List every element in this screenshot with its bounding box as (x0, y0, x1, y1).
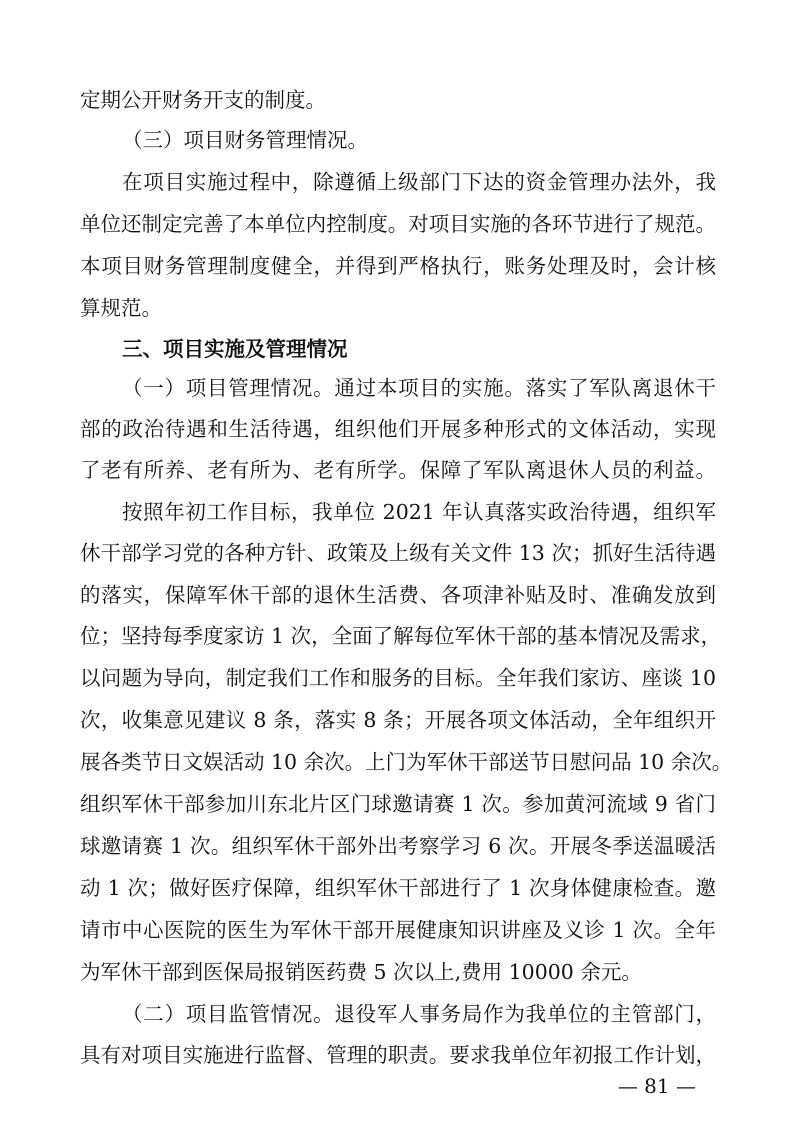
text-line: 部的政治待遇和生活待遇，组织他们开展多种形式的文体活动，实现 (80, 417, 716, 441)
text-line: 算规范。 (80, 296, 162, 320)
text-line: 具有对项目实施进行监督、管理的职责。要求我单位年初报工作计划， (80, 1043, 716, 1067)
page-number: — 81 — (617, 1074, 696, 1098)
text-line: 展各类节日文娱活动 10 余次。上门为军休干部送节日慰问品 10 余次。 (80, 750, 733, 774)
text-line: 在项目实施过程中，除遵循上级部门下达的资金管理办法外，我 (122, 170, 716, 194)
text-line: 单位还制定完善了本单位内控制度。对项目实施的各环节进行了规范。 (80, 212, 716, 236)
text-line: 以问题为导向，制定我们工作和服务的目标。全年我们家访、座谈 10 (80, 666, 716, 690)
text-line: 位；坚持每季度家访 1 次，全面了解每位军休干部的基本情况及需求， (80, 624, 722, 648)
section-heading: 三、项目实施及管理情况 (122, 337, 348, 361)
text-line: 本项目财务管理制度健全，并得到严格执行，账务处理及时，会计核 (80, 254, 716, 278)
text-line: 为军休干部到医保局报销医药费 5 次以上,费用 10000 余元。 (80, 960, 642, 984)
text-line: 定期公开财务开支的制度。 (80, 88, 326, 112)
text-line: 动 1 次；做好医疗保障，组织军休干部进行了 1 次身体健康检查。邀 (80, 876, 716, 900)
section-subheading: （三）项目财务管理情况。 (122, 128, 368, 152)
text-line: 按照年初工作目标，我单位 2021 年认真落实政治待遇，组织军 (122, 500, 716, 524)
text-line: 了老有所养、老有所为、老有所学。保障了军队离退休人员的利益。 (80, 458, 716, 482)
text-line: （一）项目管理情况。通过本项目的实施。落实了军队离退休干 (122, 376, 716, 400)
text-line: 请市中心医院的医生为军休干部开展健康知识讲座及义诊 1 次。全年 (80, 918, 716, 942)
text-line: 的落实，保障军休干部的退休生活费、各项津补贴及时、准确发放到 (80, 583, 716, 607)
text-line: 球邀请赛 1 次。组织军休干部外出考察学习 6 次。开展冬季送温暖活 (80, 834, 716, 858)
text-line: 休干部学习党的各种方针、政策及上级有关文件 13 次；抓好生活待遇 (80, 541, 716, 565)
text-line: 次，收集意见建议 8 条，落实 8 条；开展各项文体活动，全年组织开 (80, 708, 716, 732)
text-line: 组织军休干部参加川东北片区门球邀请赛 1 次。参加黄河流域 9 省门 (80, 792, 716, 816)
text-line: （二）项目监管情况。退役军人事务局作为我单位的主管部门， (122, 1002, 716, 1026)
